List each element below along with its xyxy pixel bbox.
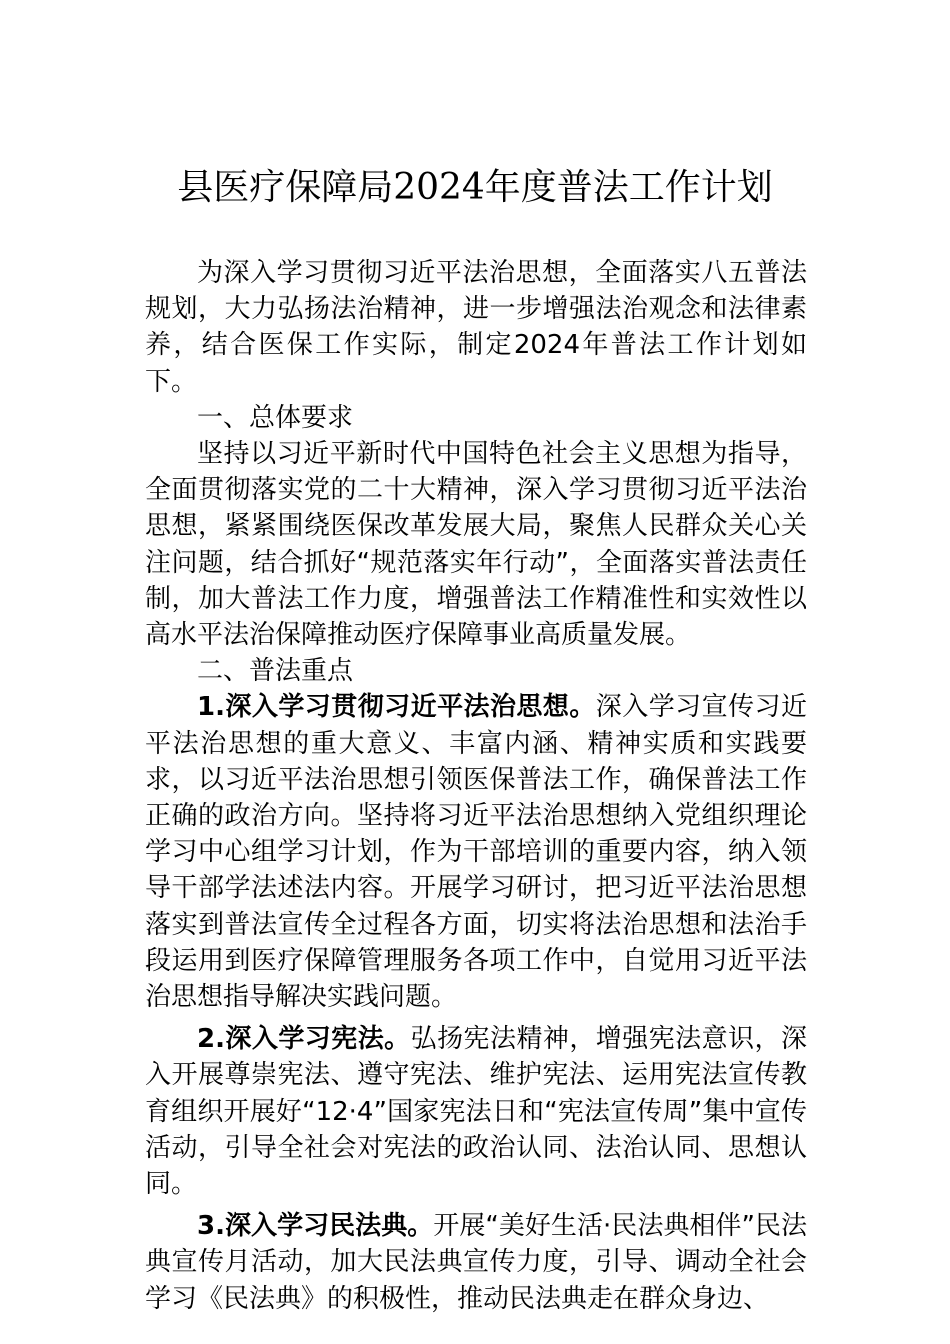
section-1-paragraph: 坚持以习近平新时代中国特色社会主义思想为指导，全面贯彻落实党的二十大精神，深入学习贯彻习近平法治思想，紧紧围绕医保改革发展大局，聚焦人民群众关心关注问题，结合抓好“规范落实年行动”，全面落实普法责任制，加大普法工作力度，增强普法工作精准性和实效性以高水平法治保障推动医疗保障事业高质量发展。 — [145, 439, 807, 651]
document-body — [145, 255, 807, 1317]
item-2-text: 弘扬宪法精神，增强宪法意识，深入开展尊崇宪法、遵守宪法、维护宪法、运用宪法宣传教育组织开展好“12·4”国家宪法日和“宪法宣传周”集中宣传活动，引导全社会对宪法的政治认同、法治认同、思想认同。 — [145, 1024, 807, 1200]
section-1-heading: 一、总体要求 — [197, 402, 354, 433]
section-2-heading: 二、普法重点 — [197, 656, 354, 687]
item-2-lead: 2.深入学习宪法。 — [197, 1024, 411, 1055]
document-title: 县医疗保障局2024年度普法工作计划 — [177, 167, 773, 208]
item-1-paragraph — [145, 689, 807, 1015]
item-3-paragraph — [145, 1208, 807, 1317]
item-1-lead: 1.深入学习贯彻习近平法治思想。 — [197, 692, 596, 723]
item-3-text: 开展“美好生活·民法典相伴”民法典宣传月活动，加大民法典宣传力度，引导、调动全社会学习《民法典》的积极性，推动民法典走在群众身边、 — [145, 1211, 807, 1314]
item-3-lead: 3.深入学习民法典。 — [197, 1211, 434, 1242]
item-2-paragraph — [145, 1021, 807, 1202]
intro-paragraph: 为深入学习贯彻习近平法治思想，全面落实八五普法规划，大力弘扬法治精神，进一步增强法治观念和法律素养，结合医保工作实际，制定2024年普法工作计划如下。 — [145, 258, 807, 397]
item-1-text: 深入学习宣传习近平法治思想的重大意义、丰富内涵、精神实质和实践要求，以习近平法治思想引领医保普法工作，确保普法工作正确的政治方向。坚持将习近平法治思想纳入党组织理论学习中心组学习计划，作为干部培训的重要内容，纳入领导干部学法述法内容。开展学习研讨，把习近平法治思想落实到普法宣传全过程各方面，切实将法治思想和法治手段运用到医疗保障管理服务各项工作中，自觉用习近平法治思想指导解决实践问题。 — [145, 692, 807, 1013]
